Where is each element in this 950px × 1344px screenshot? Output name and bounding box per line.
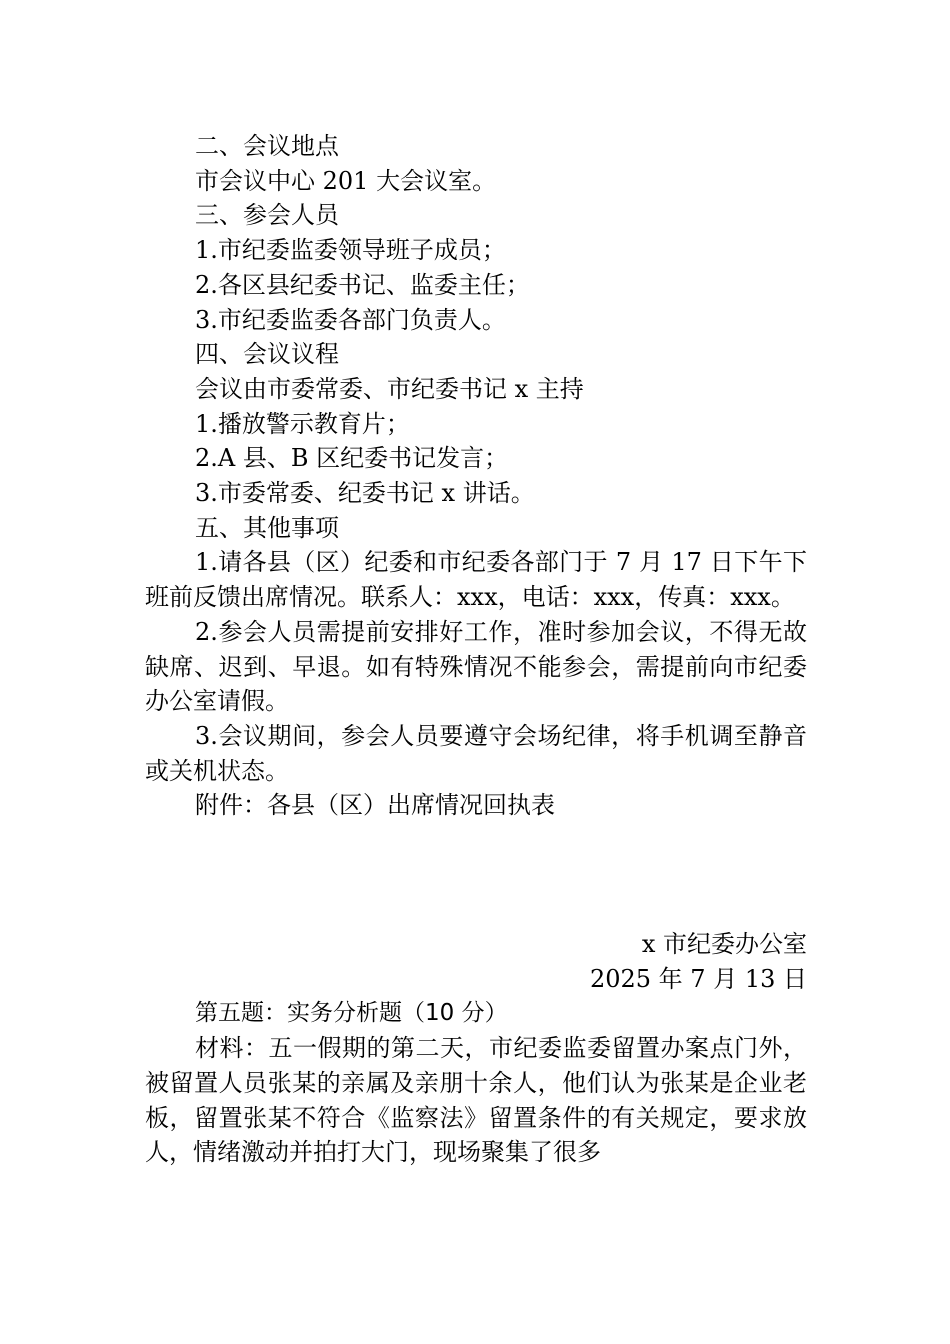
blank-space (145, 823, 807, 927)
agenda-item: 2.A 县、B 区纪委书记发言； (195, 444, 509, 473)
attendee-item: 3.市纪委监委各部门负责人。 (195, 305, 506, 334)
agenda-item: 3.市委常委、纪委书记 x 讲话。 (195, 479, 535, 508)
other-item: 1.请各县（区）纪委和市纪委各部门于 7 月 17 日下午下班前反馈出席情况。联系人：xxx，电话：xxx，传真：xxx。 (145, 548, 807, 612)
agenda-item: 1.播放警示教育片； (195, 409, 410, 438)
question-title: 第五题：实务分析题（10 分） (195, 1000, 508, 1027)
agenda-host: 会议由市委常委、市纪委书记 x 主持 (195, 374, 584, 403)
material-text: 材料：五一假期的第二天，市纪委监委留置办案点门外，被留置人员张某的亲属及亲朋十余人，他们认为张某是企业老板，留置张某不符合《监察法》留置条件的有关规定，要求放人，情绪激动并拍打大门，现场聚集了很多 (145, 1034, 807, 1167)
location-text: 市会议中心 201 大会议室。 (195, 166, 497, 195)
document-page (145, 129, 807, 1170)
signature-date: 2025 年 7 月 13 日 (589, 964, 807, 993)
other-item: 3.会议期间，参会人员要遵守会场纪律，将手机调至静音或关机状态。 (145, 721, 807, 785)
section-location-heading: 二、会议地点 (195, 132, 339, 160)
section-other-heading: 五、其他事项 (195, 513, 339, 542)
attendee-item: 1.市纪委监委领导班子成员； (195, 236, 506, 265)
section-attendees-heading: 三、参会人员 (195, 201, 339, 230)
signature-org: x 市纪委办公室 (641, 930, 807, 959)
attendee-item: 2.各区县纪委书记、监委主任； (195, 270, 530, 299)
section-agenda-heading: 四、会议议程 (195, 340, 339, 369)
attachment-note: 附件：各县（区）出席情况回执表 (195, 791, 555, 820)
other-item: 2.参会人员需提前安排好工作，准时参加会议，不得无故缺席、迟到、早退。如有特殊情况不能参会，需提前向市纪委办公室请假。 (145, 617, 807, 716)
